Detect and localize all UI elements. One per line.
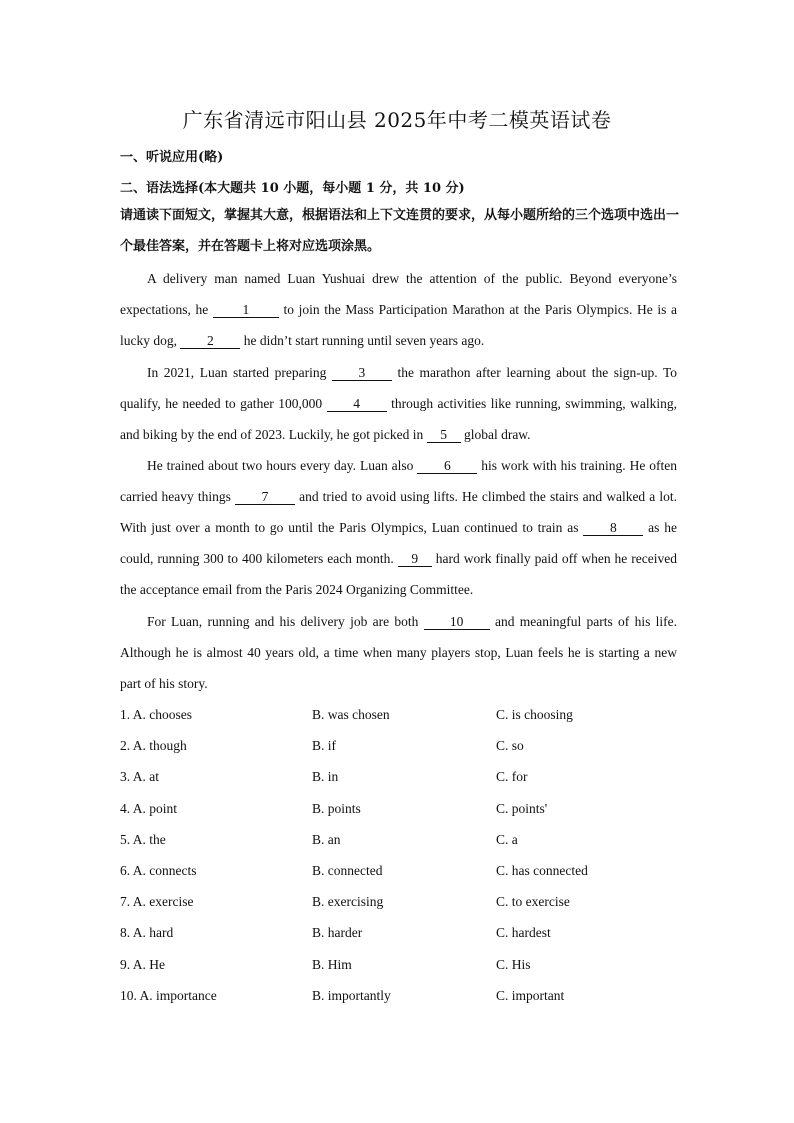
option-c: C. hardest <box>496 925 551 941</box>
blank-3: 3 <box>332 365 392 381</box>
option-a: 7. A. exercise <box>120 894 194 910</box>
passage-paragraph-3 <box>120 450 677 605</box>
option-c: C. to exercise <box>496 894 570 910</box>
passage-text: and tried to avoid using lifts. He climbed the stairs and walked a lot. With just over a month to go until the Paris Olympics, Luan continued to train as <box>120 489 677 535</box>
blank-10: 10 <box>424 614 490 630</box>
section-grammar-heading: 二、语法选择(本大题共 10 小题，每小题 1 分，共 10 分) <box>120 181 465 196</box>
option-b: B. an <box>312 831 341 847</box>
option-row <box>120 764 680 795</box>
option-b: B. points <box>312 800 361 816</box>
option-row <box>120 858 680 889</box>
option-row <box>120 920 680 951</box>
option-b: B. importantly <box>312 987 391 1003</box>
option-a: 2. A. though <box>120 738 187 754</box>
option-b: B. was chosen <box>312 707 390 722</box>
passage-paragraph-4 <box>120 606 677 699</box>
passage-text: In 2021, Luan started preparing <box>147 365 332 380</box>
page-title: 广东省清远市阳山县 2025年中考二模英语试卷 <box>182 108 612 132</box>
blank-2: 2 <box>180 333 240 349</box>
option-c: C. has connected <box>496 862 588 878</box>
blank-6: 6 <box>417 458 477 474</box>
passage-text: the marathon after learning about the sign-up. To qualify, he needed to gather 100,000 <box>120 365 677 411</box>
section-listening-heading: 一、听说应用(略) <box>120 150 224 165</box>
option-c: C. so <box>496 738 524 754</box>
option-a: 6. A. connects <box>120 862 197 878</box>
option-a: 9. A. He <box>120 956 165 972</box>
option-b: B. harder <box>312 925 363 941</box>
option-row <box>120 733 680 764</box>
option-row <box>120 827 680 858</box>
blank-9: 9 <box>398 551 432 567</box>
option-b: B. Him <box>312 956 352 972</box>
option-a: 8. A. hard <box>120 925 174 941</box>
passage-text: He trained about two hours every day. Luan also <box>147 458 418 473</box>
option-c: C. His <box>496 956 531 972</box>
option-row <box>120 796 680 827</box>
option-b: B. if <box>312 738 337 754</box>
passage-text: through activities like running, swimming, walking, and biking by the end of 2023. Luckily, he got picked in <box>120 396 677 442</box>
option-row <box>120 889 680 920</box>
passage-text: A delivery man named Luan Yushuai drew the attention of the public. Beyond everyone’s expectations, he <box>120 271 677 317</box>
option-b: B. in <box>312 769 339 785</box>
blank-1: 1 <box>213 302 279 318</box>
option-b: B. exercising <box>312 894 384 910</box>
passage-text: For Luan, running and his delivery job are both <box>147 614 424 629</box>
option-c: C. is choosing <box>496 707 573 722</box>
option-a: 4. A. point <box>120 800 178 816</box>
option-row <box>120 983 680 1014</box>
passage-text: he didn’t start running until seven years ago. <box>240 333 485 348</box>
option-c: C. for <box>496 769 528 785</box>
instructions: 请通读下面短文，掌握其大意，根据语法和上下文连贯的要求，从每小题所给的三个选项中选出一个最佳答案，并在答题卡上将对应选项涂黑。 <box>120 208 680 254</box>
blank-8: 8 <box>583 520 643 536</box>
blank-5: 5 <box>427 427 461 443</box>
option-row <box>120 702 680 733</box>
answer-options <box>120 702 680 1014</box>
option-row <box>120 952 680 983</box>
option-a: 3. A. at <box>120 769 159 785</box>
passage-text: to join the Mass Participation Marathon at the Paris Olympics. He is a lucky dog, <box>120 302 677 348</box>
option-a: 5. A. the <box>120 831 166 847</box>
passage-text: hard work finally paid off when he received the acceptance email from the Paris 2024 Organizing Committee. <box>120 551 677 597</box>
passage-paragraph-2 <box>120 357 677 450</box>
blank-4: 4 <box>327 396 387 412</box>
option-c: C. a <box>496 831 518 847</box>
passage-text: and meaningful parts of his life. Although he is almost 40 years old, a time when many players stop, Luan feels he is starting a new part of his story. <box>120 614 677 691</box>
passage-paragraph-1 <box>120 263 677 356</box>
option-c: C. important <box>496 987 565 1003</box>
option-a: 1. A. chooses <box>120 707 192 722</box>
passage-text: his work with his training. He often carried heavy things <box>120 458 677 504</box>
passage-text: as he could, running 300 to 400 kilometers each month. <box>120 520 677 566</box>
option-c: C. points' <box>496 800 548 816</box>
passage-text: global draw. <box>460 427 531 442</box>
option-b: B. connected <box>312 862 383 878</box>
blank-7: 7 <box>235 489 295 505</box>
option-a: 10. A. importance <box>120 987 217 1003</box>
